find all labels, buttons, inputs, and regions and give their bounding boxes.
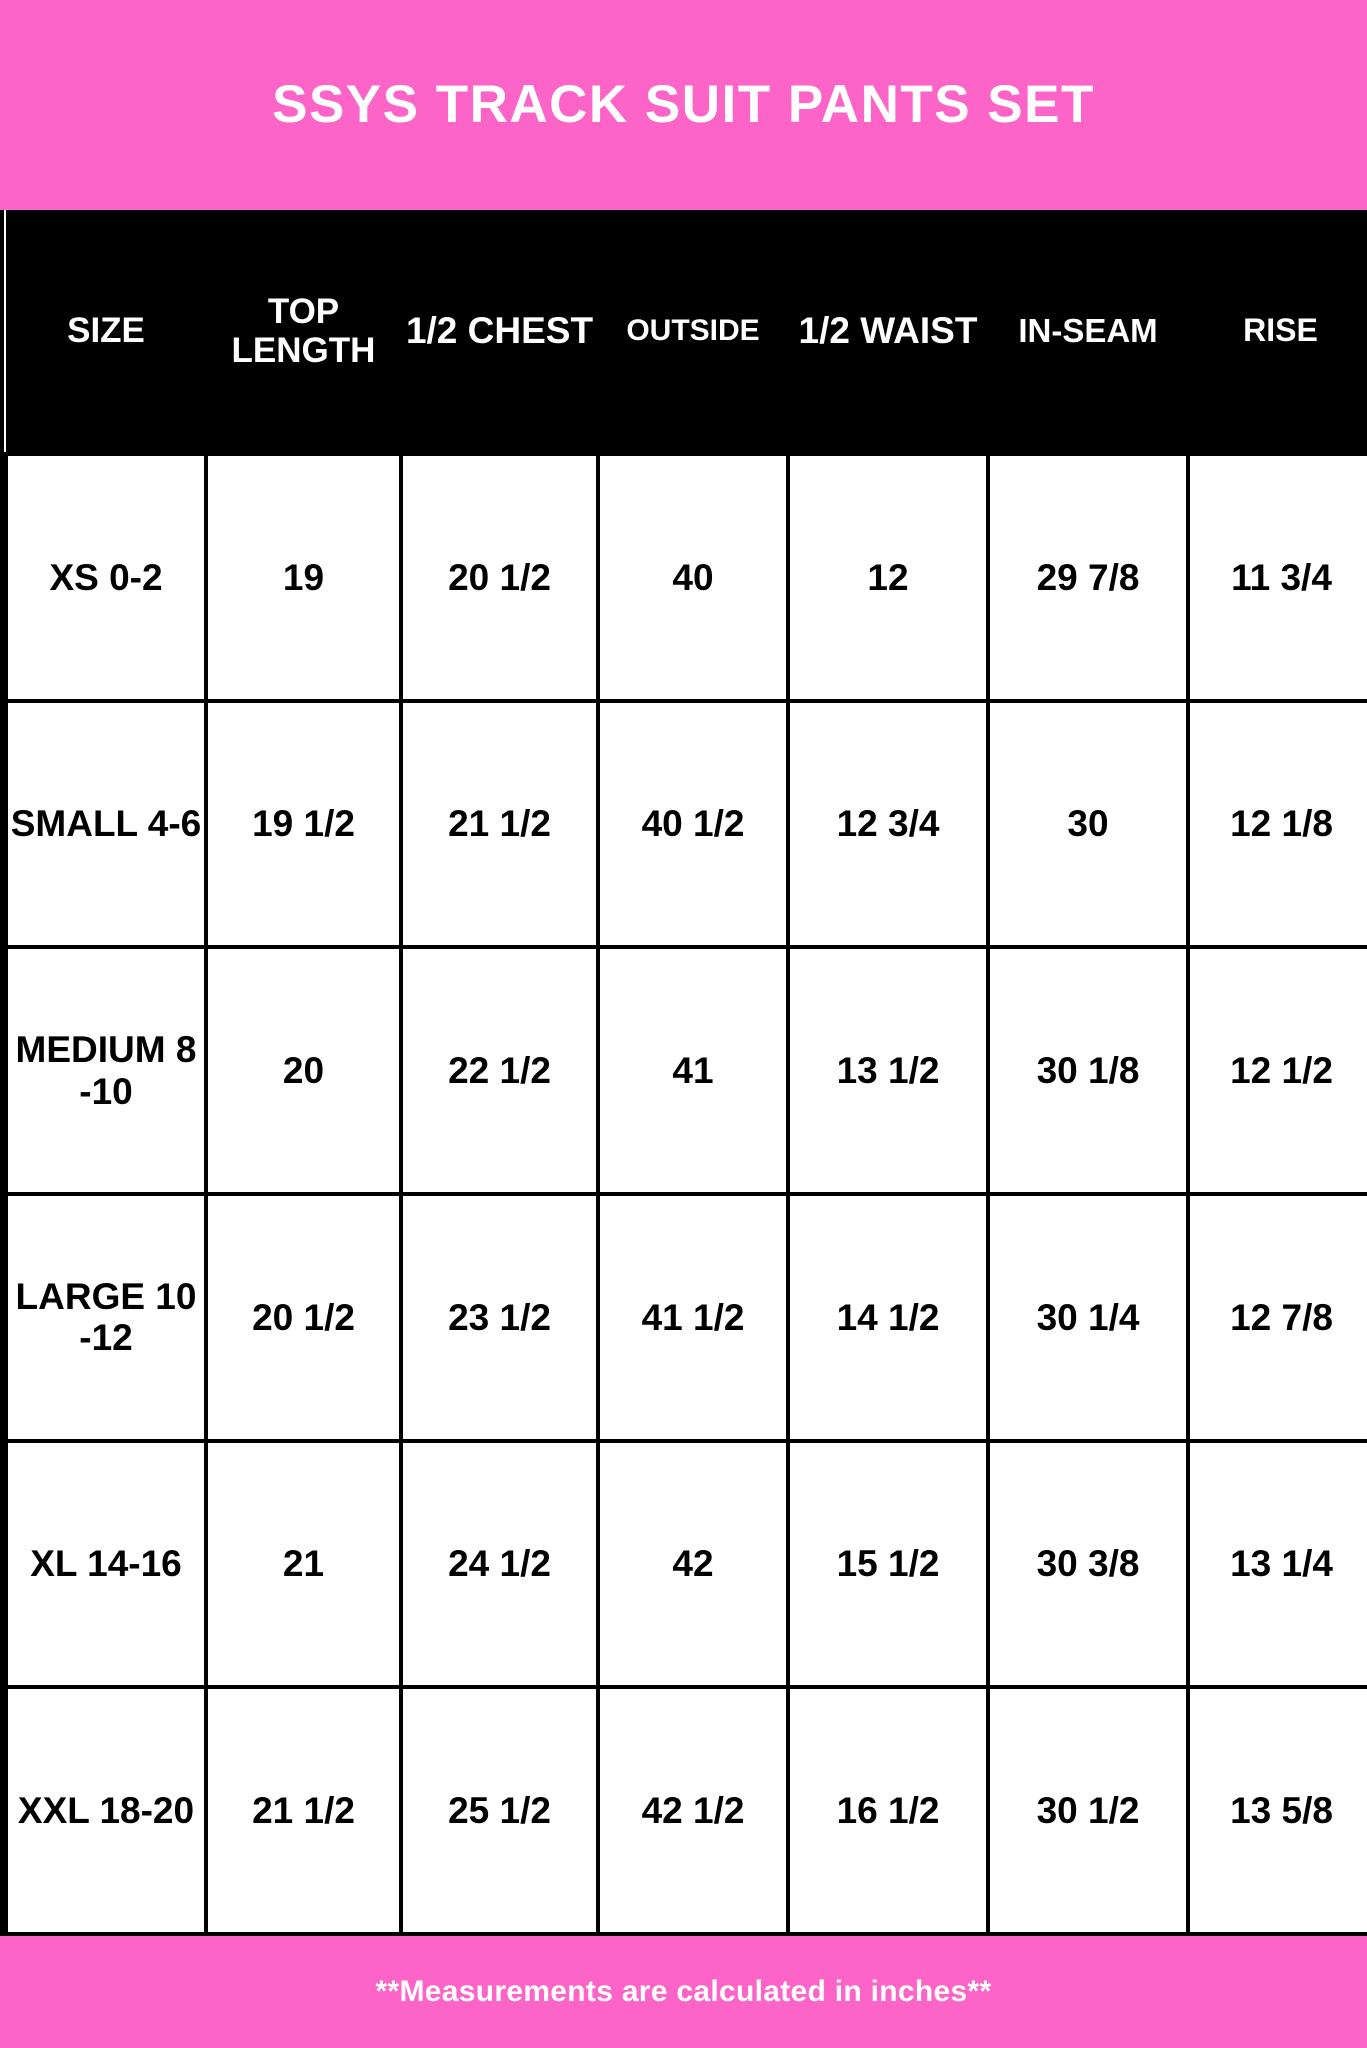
column-header-inseam: IN-SEAM (988, 210, 1188, 454)
cell-half-chest: 24 1/2 (401, 1441, 598, 1688)
measurement-note: **Measurements are calculated in inches** (375, 1975, 992, 2008)
table-row (6, 454, 1367, 701)
cell-size: XL 14-16 (6, 1441, 206, 1688)
cell-half-chest: 23 1/2 (401, 1194, 598, 1441)
footer-banner (0, 1936, 1367, 2048)
cell-top-length: 19 1/2 (206, 701, 401, 948)
column-header-half-chest: 1/2 CHEST (401, 210, 598, 454)
table-header-row (6, 210, 1367, 454)
cell-inseam: 30 3/8 (988, 1441, 1188, 1688)
cell-outside: 42 (598, 1441, 788, 1688)
cell-top-length: 20 1/2 (206, 1194, 401, 1441)
cell-top-length: 19 (206, 454, 401, 701)
cell-half-waist: 16 1/2 (788, 1687, 988, 1934)
cell-rise: 11 3/4 (1188, 454, 1367, 701)
cell-outside: 40 (598, 454, 788, 701)
cell-inseam: 30 (988, 701, 1188, 948)
cell-size: XXL 18-20 (6, 1687, 206, 1934)
cell-inseam: 30 1/4 (988, 1194, 1188, 1441)
table-row (6, 1441, 1367, 1688)
cell-rise: 12 1/2 (1188, 947, 1367, 1194)
cell-half-chest: 20 1/2 (401, 454, 598, 701)
cell-half-waist: 15 1/2 (788, 1441, 988, 1688)
cell-top-length: 21 (206, 1441, 401, 1688)
cell-half-waist: 14 1/2 (788, 1194, 988, 1441)
cell-rise: 12 1/8 (1188, 701, 1367, 948)
cell-outside: 41 (598, 947, 788, 1194)
cell-half-waist: 12 (788, 454, 988, 701)
cell-rise: 13 5/8 (1188, 1687, 1367, 1934)
cell-rise: 13 1/4 (1188, 1441, 1367, 1688)
cell-inseam: 29 7/8 (988, 454, 1188, 701)
column-header-outside: OUTSIDE (598, 210, 788, 454)
cell-outside: 40 1/2 (598, 701, 788, 948)
cell-half-waist: 13 1/2 (788, 947, 988, 1194)
cell-inseam: 30 1/8 (988, 947, 1188, 1194)
column-header-rise: RISE (1188, 210, 1367, 454)
cell-half-chest: 25 1/2 (401, 1687, 598, 1934)
cell-half-chest: 22 1/2 (401, 947, 598, 1194)
cell-rise: 12 7/8 (1188, 1194, 1367, 1441)
cell-size: SMALL 4-6 (6, 701, 206, 948)
column-header-top-length: TOP LENGTH (206, 210, 401, 454)
cell-outside: 41 1/2 (598, 1194, 788, 1441)
table-row (6, 1194, 1367, 1441)
cell-inseam: 30 1/2 (988, 1687, 1188, 1934)
title-banner (0, 0, 1367, 210)
column-header-half-waist: 1/2 WAIST (788, 210, 988, 454)
table-row (6, 947, 1367, 1194)
cell-size: MEDIUM 8-10 (6, 947, 206, 1194)
cell-top-length: 20 (206, 947, 401, 1194)
size-table-container (0, 210, 1367, 1936)
cell-outside: 42 1/2 (598, 1687, 788, 1934)
cell-size: XS 0-2 (6, 454, 206, 701)
table-row (6, 1687, 1367, 1934)
table-row (6, 701, 1367, 948)
page-title: SSYS TRACK SUIT PANTS SET (272, 74, 1095, 134)
cell-half-chest: 21 1/2 (401, 701, 598, 948)
size-table (4, 210, 1367, 1936)
cell-half-waist: 12 3/4 (788, 701, 988, 948)
cell-size: LARGE 10-12 (6, 1194, 206, 1441)
cell-top-length: 21 1/2 (206, 1687, 401, 1934)
column-header-size: SIZE (6, 210, 206, 454)
